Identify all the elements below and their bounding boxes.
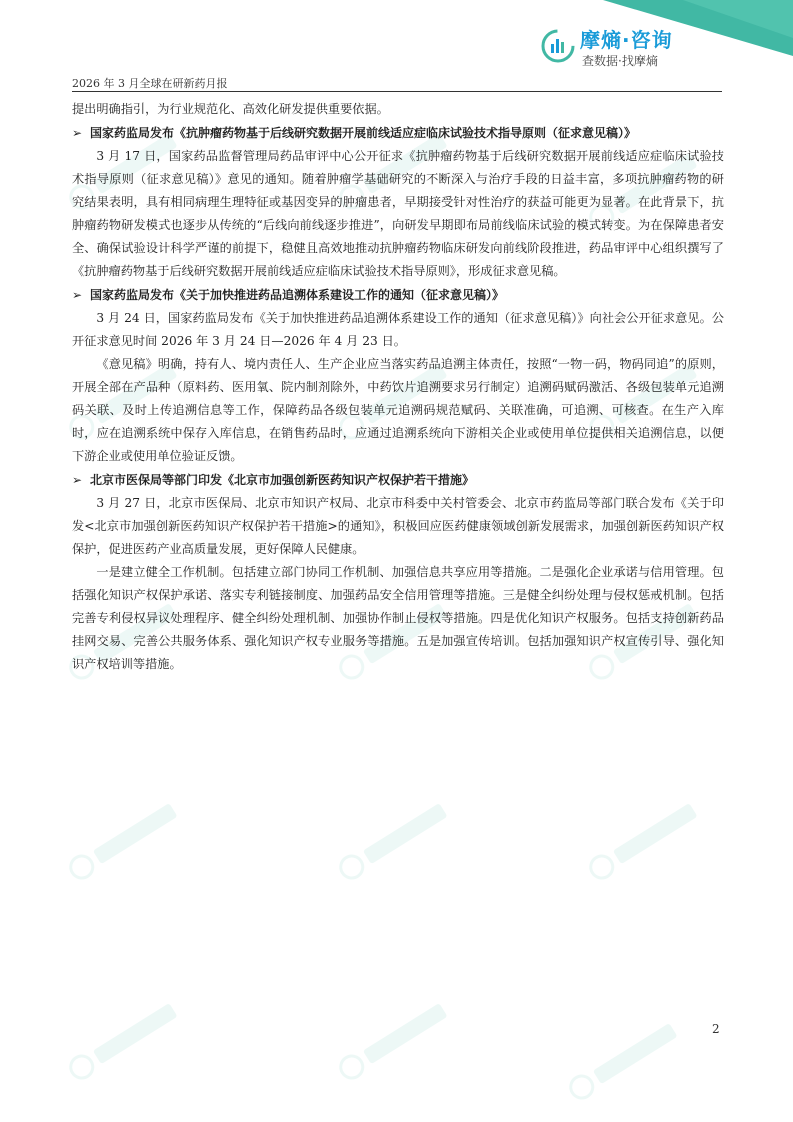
watermark-logo (579, 789, 710, 892)
paragraph: 提出明确指引，为行业规范化、高效化研发提供重要依据。 (72, 102, 389, 116)
watermark-logo (329, 789, 460, 892)
paragraph: 3 月 17 日，国家药品监督管理局药品审评中心公开征求《抗肿瘤药物基于后线研究数据开展前线适应症临床试验技术指导原则（征求意见稿）》意见的通知。随着肿瘤学基础研究的不断深入与治疗手段的日益丰富，多项抗肿瘤药物的研究结果表明，具有相同病理生理特征或基因变异的肿瘤患者，早期接受针对性治疗的获益可能更为显著。在此背景下，抗肿瘤药物研发模式也逐步从传统的“后线向前线逐步推进”，向研发早期即布局前线临床试验的模式转变。为在保障患者安全、确保试验设计科学严谨的前提下，稳健且高效地推动抗肿瘤药物临床研发向前线阶段推进，药品审评中心组织撰写了《抗肿瘤药物基于后线研究数据开展前线适应症临床试验技术指导原则》，形成征求意见稿。 (72, 149, 724, 278)
logo-icon (540, 28, 576, 64)
document-body (72, 98, 724, 676)
section-heading (72, 122, 724, 145)
logo-name: 摩熵·咨询 (580, 28, 673, 52)
paragraph: 3 月 24 日，国家药监局发布《关于加快推进药品追溯体系建设工作的通知（征求意见稿）》向社会公开征求意见。公开征求意见时间 2026 年 3 月 24 日—2026 年 4 月 23 日。 (72, 311, 724, 348)
paragraph: 一是建立健全工作机制。包括建立部门协同工作机制、加强信息共享应用等措施。二是强化企业承诺与信用管理。包括强化知识产权保护承诺、落实专利链接制度、加强药品安全信用管理等措施。三是健全纠纷处理与侵权惩戒机制。包括完善专利侵权异议处理程序、健全纠纷处理机制、加强协作制止侵权等措施。四是优化知识产权服务。包括支持创新药品挂网交易、完善公共服务体系、强化知识产权专业服务等措施。五是加强宣传培训。包括加强知识产权宣传引导、强化知识产权培训等措施。 (72, 565, 724, 671)
brand-logo (540, 22, 690, 82)
paragraph: 《意见稿》明确，持有人、境内责任人、生产企业应当落实药品追溯主体责任，按照“一物一码，物码同追”的原则，开展全部在产品种（原料药、医用氧、院内制剂除外，中药饮片追溯要求另行制定）追溯码赋码激活、各级包装单元追溯码关联、及时上传追溯信息等工作，保障药品各级包装单元追溯码规范赋码、关联准确，可追溯、可核查。在生产入库时，应在追溯系统中保存入库信息，在销售药品时，应通过追溯系统向下游相关企业或使用单位提供相关追溯信息，以便下游企业或使用单位验证反馈。 (72, 357, 724, 463)
section-heading-text: 国家药监局发布《抗肿瘤药物基于后线研究数据开展前线适应症临床试验技术指导原则（征求意见稿）》 (90, 126, 637, 140)
logo-tagline: 查数据·找摩熵 (582, 54, 658, 68)
section-heading (72, 469, 724, 492)
watermark-logo (559, 1009, 690, 1112)
paragraph: 3 月 27 日，北京市医保局、北京市知识产权局、北京市科委中关村管委会、北京市药监局等部门联合发布《关于印发<北京市加强创新医药知识产权保护若干措施>的通知》，积极回应医药健康领域创新发展需求，加强创新医药知识产权保护，促进医药产业高质量发展，更好保障人民健康。 (72, 496, 724, 556)
header-divider (72, 91, 722, 92)
bullet-arrow-icon: ➢ (72, 288, 83, 302)
bullet-arrow-icon: ➢ (72, 126, 83, 140)
watermark-logo (59, 989, 190, 1092)
page-number: 2 (712, 1022, 720, 1036)
bullet-arrow-icon: ➢ (72, 473, 83, 487)
corner-decoration-inner (683, 0, 793, 38)
section-heading-text: 国家药监局发布《关于加快推进药品追溯体系建设工作的通知（征求意见稿）》 (90, 288, 505, 302)
section-heading (72, 284, 724, 307)
report-title: 2026 年 3 月全球在研新药月报 (72, 77, 228, 90)
section-heading-text: 北京市医保局等部门印发《北京市加强创新医药知识产权保护若干措施》 (90, 473, 475, 487)
watermark-logo (59, 789, 190, 892)
watermark-logo (329, 989, 460, 1092)
